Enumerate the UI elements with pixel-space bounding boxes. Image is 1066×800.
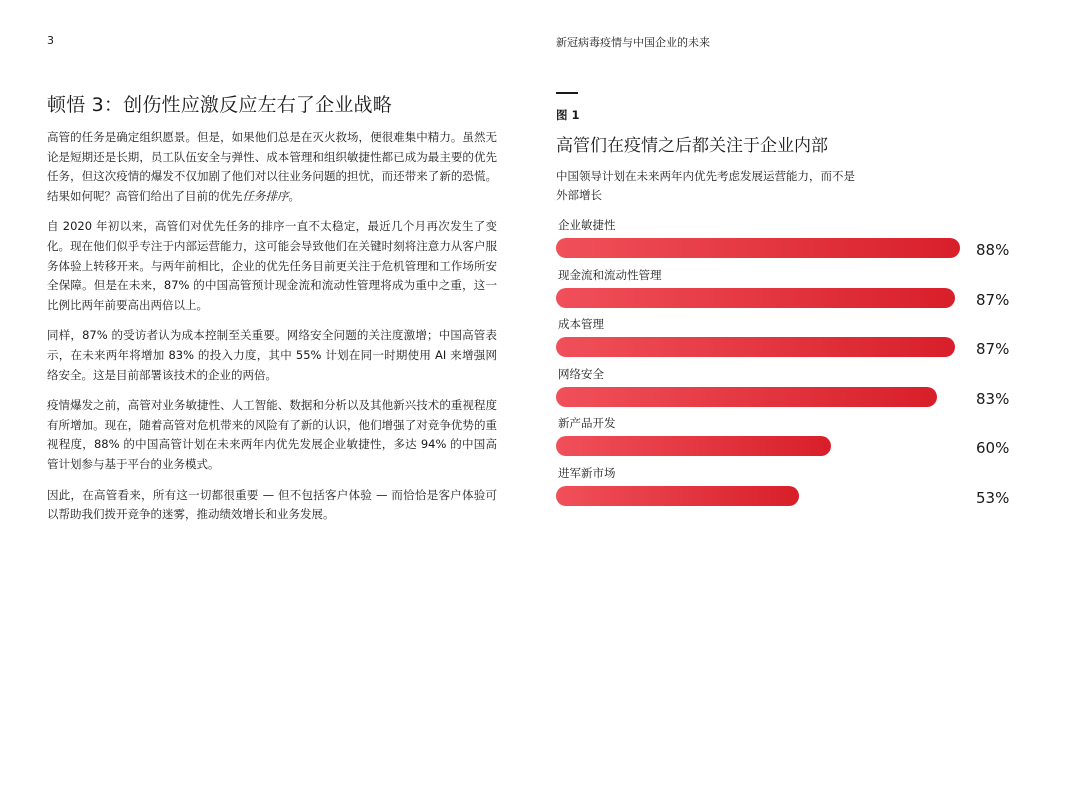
bar-value-label: 60% [976,439,1010,457]
bar-value-label: 87% [976,340,1010,358]
bar-row [556,217,1016,267]
bar-value-label: 88% [976,241,1010,259]
bar-value-label: 83% [976,389,1010,408]
running-header: 新冠病毒疫情与中国企业的未来 [556,36,710,49]
bar-row [556,415,1016,465]
bar [556,436,831,456]
bar-category-label: 成本管理 [558,317,604,331]
paragraph-1-tail: 。 [288,188,300,203]
bar-value-label: 53% [976,488,1010,507]
bar-chart [556,217,1016,514]
paragraph-5: 因此，在高管看来，所有这一切都很重要 — 但不包括客户体验 — 而恰恰是客户体验可以帮助我们拨开竞争的迷雾，推动绩效增长和业务发展。 [47,487,497,522]
figure-subtitle [556,167,1016,205]
bar-category-label: 网络安全 [558,366,604,381]
paragraph-1-text: 高管的任务是确定组织愿景。但是，如果他们总是在灭火救场，便很难集中精力。虽然无论是短期还是长期，员工队伍安全与弹性、成本管理和组织敏捷性都已成为最主要的优先任务，但这次疫情的爆发不仅加剧了他们对以往业务问题的担忧，而还带来了新的恐慌。结果如何呢？高管们给出了目前的优先 [47,130,497,203]
figure-subtitle-line-2: 外部增长 [556,188,602,202]
bar [556,387,937,407]
bar [556,238,960,258]
paragraph-1-emphasis: 任务排序 [242,188,289,203]
bar [556,486,799,506]
figure-title: 高管们在疫情之后都关注于企业内部 [556,136,828,156]
figure-panel [556,92,1016,514]
bar-category-label: 企业敏捷性 [558,218,616,232]
bar-row [556,366,1016,416]
article-body [47,92,497,536]
bar-value-label: 87% [976,290,1010,309]
figure-subtitle-line-1: 中国领导计划在未来两年内优先考虑发展运营能力，而不是 [556,169,855,183]
figure-rule [556,92,578,94]
paragraph-1 [47,128,497,206]
bar [556,337,955,357]
bar [556,288,955,308]
paragraph-2: 自 2020 年初以来，高管们对优先任务的排序一直不太稳定，最近几个月再次发生了变化。现在他们似乎专注于内部运营能力，这可能会导致他们在关键时刻将注意力从客户服务体验上转移开来。与两年前相比，企业的优先任务目前更关注于危机管理和工作场所安全保障。但是在未来，87% 的中国高管预计现金流和流动性管理将成为重中之重，这一比例比两年前要高出两倍以上。 [47,219,497,312]
bar-row [556,267,1016,317]
bar-category-label: 进军新市场 [558,465,616,480]
paragraph-4: 疫情爆发之前，高管对业务敏捷性、人工智能、数据和分析以及其他新兴技术的重视程度有所增加。现在，随着高管对危机带来的风险有了新的认识，他们增强了对竞争优势的重视程度，88% 的中国高管计划在未来两年内优先发展企业敏捷性，多达 94% 的中国高管计划参与基于平台的业务模式。 [47,398,497,471]
paragraph-3: 同样，87% 的受访者认为成本控制至关重要。网络安全问题的关注度激增；中国高管表示，在未来两年将增加 83% 的投入力度，其中 55% 计划在同一时期使用 AI 来增强网络安全。这是目前部署该技术的企业的两倍。 [47,328,497,382]
bar-category-label: 现金流和流动性管理 [558,267,662,282]
page-number: 3 [47,34,54,47]
section-title: 顿悟 3：创伤性应激反应左右了企业战略 [47,94,392,116]
bar-row [556,465,1016,515]
bar-row [556,316,1016,366]
bar-category-label: 新产品开发 [558,416,616,430]
figure-label: 图 1 [556,108,580,122]
